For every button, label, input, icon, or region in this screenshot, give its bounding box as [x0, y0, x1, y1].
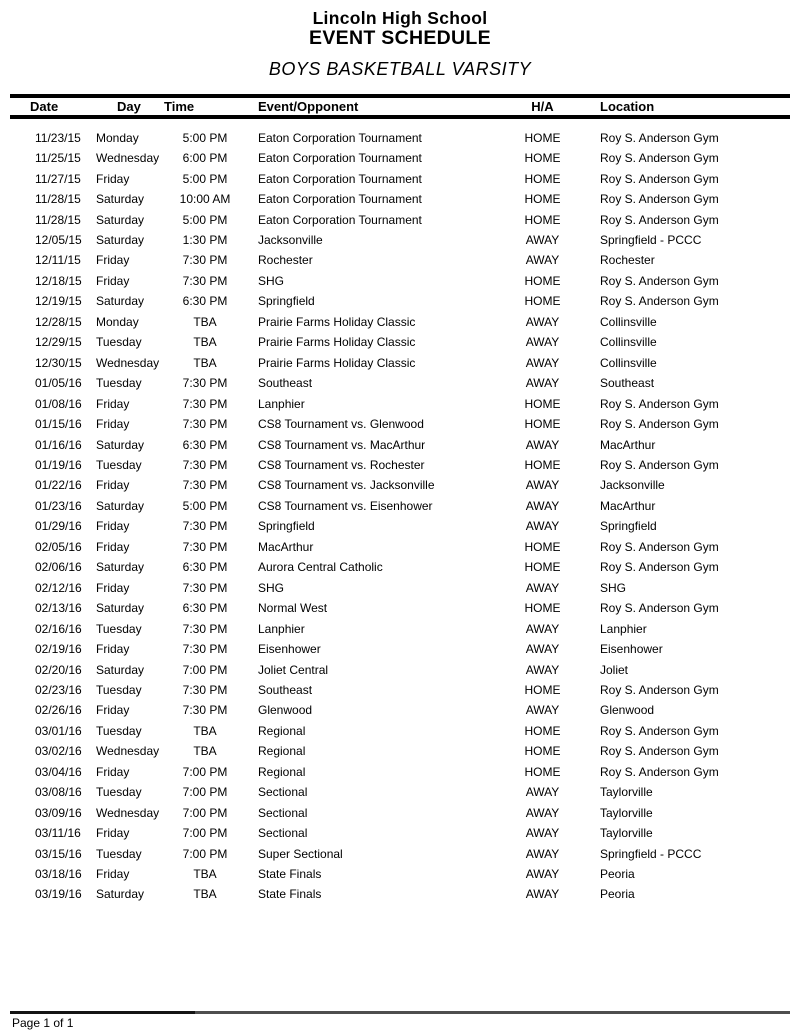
cell-ha: AWAY: [525, 642, 560, 657]
table-row: [10, 598, 790, 618]
cell-date: 03/11/16: [35, 826, 81, 841]
cell-day: Friday: [96, 478, 130, 493]
cell-time: 7:00 PM: [182, 826, 228, 841]
cell-day: Friday: [96, 171, 130, 186]
cell-event: State Finals: [258, 887, 322, 902]
cell-time: 7:30 PM: [182, 539, 228, 554]
cell-ha: AWAY: [525, 519, 560, 534]
cell-time: 7:30 PM: [182, 682, 228, 697]
table-row: [10, 762, 790, 782]
cell-event: Joliet Central: [258, 662, 329, 677]
team-subtitle: BOYS BASKETBALL VARSITY: [268, 59, 532, 79]
cell-date: 12/18/15: [35, 273, 82, 288]
footer-rule: [10, 1011, 790, 1014]
cell-event: SHG: [258, 273, 285, 288]
cell-event: Aurora Central Catholic: [258, 560, 383, 575]
cell-day: Wednesday: [96, 744, 160, 759]
cell-date: 01/19/16: [35, 457, 82, 472]
table-row: [10, 659, 790, 679]
table-row: [10, 680, 790, 700]
cell-day: Saturday: [96, 437, 145, 452]
cell-day: Friday: [96, 703, 130, 718]
cell-time: 7:00 PM: [182, 785, 228, 800]
cell-time: 7:30 PM: [182, 417, 228, 432]
cell-time: 7:30 PM: [182, 580, 228, 595]
cell-date: 03/09/16: [35, 805, 82, 820]
table-body: [10, 119, 790, 905]
cell-time: 7:30 PM: [182, 621, 228, 636]
table-row: [10, 128, 790, 148]
cell-date: 12/30/15: [35, 355, 82, 370]
cell-date: 12/11/15: [35, 253, 81, 268]
cell-location: Roy S. Anderson Gym: [600, 539, 719, 554]
cell-ha: HOME: [524, 273, 561, 288]
cell-date: 02/20/16: [35, 662, 82, 677]
table-row: [10, 291, 790, 311]
cell-ha: AWAY: [525, 662, 560, 677]
cell-event: CS8 Tournament vs. Glenwood: [258, 417, 424, 432]
cell-event: Eaton Corporation Tournament: [258, 212, 422, 227]
table-row: [10, 189, 790, 209]
cell-event: Regional: [258, 723, 306, 738]
cell-date: 02/26/16: [35, 703, 82, 718]
table-row: [10, 639, 790, 659]
cell-ha: AWAY: [525, 478, 560, 493]
cell-event: Sectional: [258, 785, 308, 800]
cell-ha: AWAY: [525, 580, 560, 595]
cell-ha: AWAY: [525, 621, 560, 636]
cell-ha: HOME: [524, 130, 561, 145]
cell-date: 12/29/15: [35, 335, 82, 350]
cell-day: Saturday: [96, 560, 145, 575]
table-row: [10, 537, 790, 557]
table-row: [10, 271, 790, 291]
cell-ha: AWAY: [525, 437, 560, 452]
cell-date: 11/28/15: [35, 192, 81, 207]
cell-ha: AWAY: [525, 335, 560, 350]
cell-time: TBA: [193, 314, 217, 329]
cell-ha: AWAY: [525, 785, 560, 800]
cell-location: Springfield - PCCC: [600, 846, 702, 861]
table-row: [10, 168, 790, 188]
cell-ha: AWAY: [525, 846, 560, 861]
cell-event: Southeast: [258, 376, 313, 391]
cell-day: Saturday: [96, 887, 145, 902]
column-header-date: Date: [30, 98, 59, 114]
cell-day: Saturday: [96, 192, 145, 207]
table-row: [10, 312, 790, 332]
cell-date: 12/28/15: [35, 314, 82, 329]
table-row: [10, 332, 790, 352]
cell-time: 7:30 PM: [182, 376, 228, 391]
cell-event: Regional: [258, 744, 306, 759]
cell-location: Roy S. Anderson Gym: [600, 601, 719, 616]
cell-time: TBA: [193, 867, 217, 882]
cell-ha: AWAY: [525, 805, 560, 820]
table-row: [10, 557, 790, 577]
cell-date: 03/18/16: [35, 867, 82, 882]
column-header-ha: H/A: [531, 98, 554, 114]
cell-event: Normal West: [258, 601, 328, 616]
cell-time: TBA: [193, 887, 217, 902]
cell-event: Regional: [258, 764, 306, 779]
table-row: [10, 352, 790, 372]
cell-date: 02/19/16: [35, 642, 82, 657]
cell-event: Super Sectional: [258, 846, 343, 861]
cell-ha: HOME: [524, 457, 561, 472]
cell-ha: AWAY: [525, 232, 560, 247]
cell-location: Springfield - PCCC: [600, 232, 702, 247]
cell-event: Glenwood: [258, 703, 313, 718]
cell-date: 02/06/16: [35, 560, 82, 575]
column-header-location: Location: [600, 98, 655, 114]
cell-day: Friday: [96, 253, 130, 268]
cell-time: 7:30 PM: [182, 703, 228, 718]
cell-event: State Finals: [258, 867, 322, 882]
cell-location: Roy S. Anderson Gym: [600, 294, 719, 309]
cell-time: 7:30 PM: [182, 273, 228, 288]
cell-location: Roy S. Anderson Gym: [600, 192, 719, 207]
cell-day: Tuesday: [96, 457, 142, 472]
cell-location: Collinsville: [600, 335, 657, 350]
cell-date: 01/05/16: [35, 376, 82, 391]
table-row: [10, 475, 790, 495]
cell-location: Roy S. Anderson Gym: [600, 682, 719, 697]
table-row: [10, 618, 790, 638]
cell-event: Rochester: [258, 253, 313, 268]
cell-time: 7:30 PM: [182, 396, 228, 411]
cell-time: 10:00 AM: [179, 192, 231, 207]
cell-location: Peoria: [600, 887, 635, 902]
table-row: [10, 721, 790, 741]
cell-time: 7:00 PM: [182, 764, 228, 779]
cell-time: TBA: [193, 335, 217, 350]
cell-date: 11/23/15: [35, 130, 81, 145]
cell-location: Joliet: [600, 662, 629, 677]
cell-day: Tuesday: [96, 723, 142, 738]
cell-event: Prairie Farms Holiday Classic: [258, 314, 416, 329]
cell-time: 5:00 PM: [182, 212, 228, 227]
cell-date: 01/22/16: [35, 478, 82, 493]
cell-day: Saturday: [96, 294, 145, 309]
cell-date: 12/05/15: [35, 232, 82, 247]
cell-day: Friday: [96, 396, 130, 411]
cell-ha: HOME: [524, 294, 561, 309]
cell-ha: HOME: [524, 539, 561, 554]
cell-date: 02/16/16: [35, 621, 82, 636]
table-row: [10, 516, 790, 536]
cell-ha: AWAY: [525, 253, 560, 268]
cell-date: 03/01/16: [35, 723, 82, 738]
cell-ha: HOME: [524, 171, 561, 186]
cell-time: 7:30 PM: [182, 457, 228, 472]
cell-time: 7:00 PM: [182, 805, 228, 820]
cell-time: 7:30 PM: [182, 478, 228, 493]
title-block: [0, 0, 800, 80]
cell-time: 6:30 PM: [182, 294, 228, 309]
table-row: [10, 802, 790, 822]
table-row: [10, 782, 790, 802]
cell-event: Eaton Corporation Tournament: [258, 130, 422, 145]
school-name: Lincoln High School: [312, 8, 488, 28]
table-row: [10, 434, 790, 454]
cell-ha: AWAY: [525, 498, 560, 513]
cell-ha: HOME: [524, 396, 561, 411]
cell-location: Southeast: [600, 376, 655, 391]
cell-event: Springfield: [258, 519, 315, 534]
cell-ha: HOME: [524, 601, 561, 616]
schedule-table: [10, 94, 790, 905]
cell-date: 02/13/16: [35, 601, 82, 616]
cell-event: CS8 Tournament vs. Eisenhower: [258, 498, 433, 513]
cell-event: Lanphier: [258, 396, 305, 411]
cell-time: 7:00 PM: [182, 846, 228, 861]
table-row: [10, 209, 790, 229]
cell-event: MacArthur: [258, 539, 314, 554]
table-row: [10, 843, 790, 863]
table-row: [10, 148, 790, 168]
cell-ha: HOME: [524, 417, 561, 432]
cell-day: Friday: [96, 539, 130, 554]
cell-event: Southeast: [258, 682, 313, 697]
document-title: EVENT SCHEDULE: [309, 27, 491, 49]
table-row: [10, 414, 790, 434]
cell-location: Springfield: [600, 519, 657, 534]
cell-ha: HOME: [524, 560, 561, 575]
cell-event: Sectional: [258, 826, 308, 841]
table-row: [10, 700, 790, 720]
page-footer: [10, 1011, 790, 1031]
table-row: [10, 823, 790, 843]
cell-event: CS8 Tournament vs. MacArthur: [258, 437, 426, 452]
cell-ha: HOME: [524, 682, 561, 697]
cell-location: Roy S. Anderson Gym: [600, 764, 719, 779]
table-row: [10, 496, 790, 516]
cell-date: 03/02/16: [35, 744, 82, 759]
cell-date: 02/23/16: [35, 682, 82, 697]
cell-date: 11/25/15: [35, 151, 81, 166]
column-header-day: Day: [117, 98, 141, 114]
cell-time: 7:30 PM: [182, 642, 228, 657]
cell-location: MacArthur: [600, 498, 656, 513]
cell-day: Friday: [96, 417, 130, 432]
cell-event: Prairie Farms Holiday Classic: [258, 355, 416, 370]
cell-day: Saturday: [96, 212, 145, 227]
cell-event: Prairie Farms Holiday Classic: [258, 335, 416, 350]
table-row: [10, 884, 790, 904]
cell-ha: HOME: [524, 151, 561, 166]
cell-date: 03/04/16: [35, 764, 82, 779]
cell-day: Friday: [96, 580, 130, 595]
cell-location: Roy S. Anderson Gym: [600, 273, 719, 288]
cell-date: 01/29/16: [35, 519, 82, 534]
column-header-event: Event/Opponent: [258, 98, 359, 114]
cell-time: 6:30 PM: [182, 560, 228, 575]
cell-day: Friday: [96, 867, 130, 882]
cell-location: Glenwood: [600, 703, 655, 718]
cell-date: 03/15/16: [35, 846, 82, 861]
cell-date: 02/05/16: [35, 539, 82, 554]
cell-day: Monday: [96, 314, 139, 329]
cell-time: 1:30 PM: [182, 232, 228, 247]
table-row: [10, 577, 790, 597]
cell-date: 01/08/16: [35, 396, 82, 411]
cell-time: 7:00 PM: [182, 662, 228, 677]
table-row: [10, 864, 790, 884]
cell-location: MacArthur: [600, 437, 656, 452]
cell-location: Collinsville: [600, 355, 657, 370]
cell-time: 5:00 PM: [182, 130, 228, 145]
cell-day: Tuesday: [96, 846, 142, 861]
cell-day: Friday: [96, 764, 130, 779]
cell-event: CS8 Tournament vs. Jacksonville: [258, 478, 435, 493]
cell-date: 11/27/15: [35, 171, 81, 186]
cell-time: 5:00 PM: [182, 171, 228, 186]
cell-location: Roy S. Anderson Gym: [600, 151, 719, 166]
cell-event: Eaton Corporation Tournament: [258, 171, 422, 186]
cell-day: Saturday: [96, 232, 145, 247]
cell-location: Roy S. Anderson Gym: [600, 417, 719, 432]
cell-ha: HOME: [524, 744, 561, 759]
cell-event: Eaton Corporation Tournament: [258, 192, 422, 207]
cell-location: Peoria: [600, 867, 635, 882]
cell-ha: AWAY: [525, 314, 560, 329]
cell-location: Roy S. Anderson Gym: [600, 130, 719, 145]
cell-location: Roy S. Anderson Gym: [600, 723, 719, 738]
cell-day: Friday: [96, 519, 130, 534]
cell-ha: AWAY: [525, 355, 560, 370]
cell-day: Friday: [96, 826, 130, 841]
table-row: [10, 373, 790, 393]
cell-date: 03/19/16: [35, 887, 82, 902]
cell-ha: AWAY: [525, 887, 560, 902]
cell-date: 11/28/15: [35, 212, 81, 227]
cell-event: Jacksonville: [258, 232, 323, 247]
cell-day: Friday: [96, 273, 130, 288]
cell-date: 03/08/16: [35, 785, 82, 800]
cell-location: Roy S. Anderson Gym: [600, 457, 719, 472]
cell-event: Eaton Corporation Tournament: [258, 151, 422, 166]
cell-time: TBA: [193, 355, 217, 370]
cell-event: Eisenhower: [258, 642, 321, 657]
cell-location: Roy S. Anderson Gym: [600, 212, 719, 227]
cell-date: 12/19/15: [35, 294, 82, 309]
cell-day: Wednesday: [96, 355, 160, 370]
cell-time: TBA: [193, 723, 217, 738]
cell-location: Taylorville: [600, 826, 653, 841]
cell-event: Sectional: [258, 805, 308, 820]
cell-day: Monday: [96, 130, 139, 145]
cell-ha: AWAY: [525, 376, 560, 391]
cell-date: 01/15/16: [35, 417, 82, 432]
cell-day: Saturday: [96, 601, 145, 616]
cell-ha: HOME: [524, 192, 561, 207]
cell-day: Saturday: [96, 498, 145, 513]
cell-location: Rochester: [600, 253, 655, 268]
cell-time: TBA: [193, 744, 217, 759]
cell-event: Springfield: [258, 294, 315, 309]
cell-date: 01/16/16: [35, 437, 82, 452]
cell-location: Jacksonville: [600, 478, 665, 493]
cell-day: Tuesday: [96, 682, 142, 697]
cell-event: SHG: [258, 580, 285, 595]
cell-day: Friday: [96, 642, 130, 657]
cell-ha: HOME: [524, 212, 561, 227]
table-row: [10, 250, 790, 270]
table-row: [10, 393, 790, 413]
cell-event: CS8 Tournament vs. Rochester: [258, 457, 425, 472]
cell-location: Taylorville: [600, 805, 653, 820]
cell-location: SHG: [600, 580, 627, 595]
cell-location: Roy S. Anderson Gym: [600, 744, 719, 759]
cell-event: Lanphier: [258, 621, 305, 636]
table-row: [10, 741, 790, 761]
cell-ha: HOME: [524, 764, 561, 779]
cell-day: Tuesday: [96, 335, 142, 350]
cell-day: Saturday: [96, 662, 145, 677]
cell-time: 6:00 PM: [182, 151, 228, 166]
table-row: [10, 230, 790, 250]
cell-ha: AWAY: [525, 703, 560, 718]
column-header-time: Time: [164, 98, 195, 114]
cell-location: Roy S. Anderson Gym: [600, 560, 719, 575]
table-header-row: [10, 94, 790, 119]
cell-time: 6:30 PM: [182, 437, 228, 452]
table-row: [10, 455, 790, 475]
cell-day: Tuesday: [96, 785, 142, 800]
cell-time: 5:00 PM: [182, 498, 228, 513]
cell-day: Wednesday: [96, 151, 160, 166]
cell-time: 6:30 PM: [182, 601, 228, 616]
cell-day: Tuesday: [96, 621, 142, 636]
cell-location: Roy S. Anderson Gym: [600, 171, 719, 186]
cell-location: Eisenhower: [600, 642, 663, 657]
cell-ha: AWAY: [525, 826, 560, 841]
cell-location: Collinsville: [600, 314, 657, 329]
cell-ha: HOME: [524, 723, 561, 738]
cell-time: 7:30 PM: [182, 519, 228, 534]
cell-day: Tuesday: [96, 376, 142, 391]
cell-date: 01/23/16: [35, 498, 82, 513]
cell-location: Taylorville: [600, 785, 653, 800]
cell-date: 02/12/16: [35, 580, 82, 595]
cell-day: Wednesday: [96, 805, 160, 820]
cell-time: 7:30 PM: [182, 253, 228, 268]
cell-location: Roy S. Anderson Gym: [600, 396, 719, 411]
page-number-label: Page 1 of 1: [12, 1016, 74, 1030]
cell-ha: AWAY: [525, 867, 560, 882]
cell-location: Lanphier: [600, 621, 647, 636]
